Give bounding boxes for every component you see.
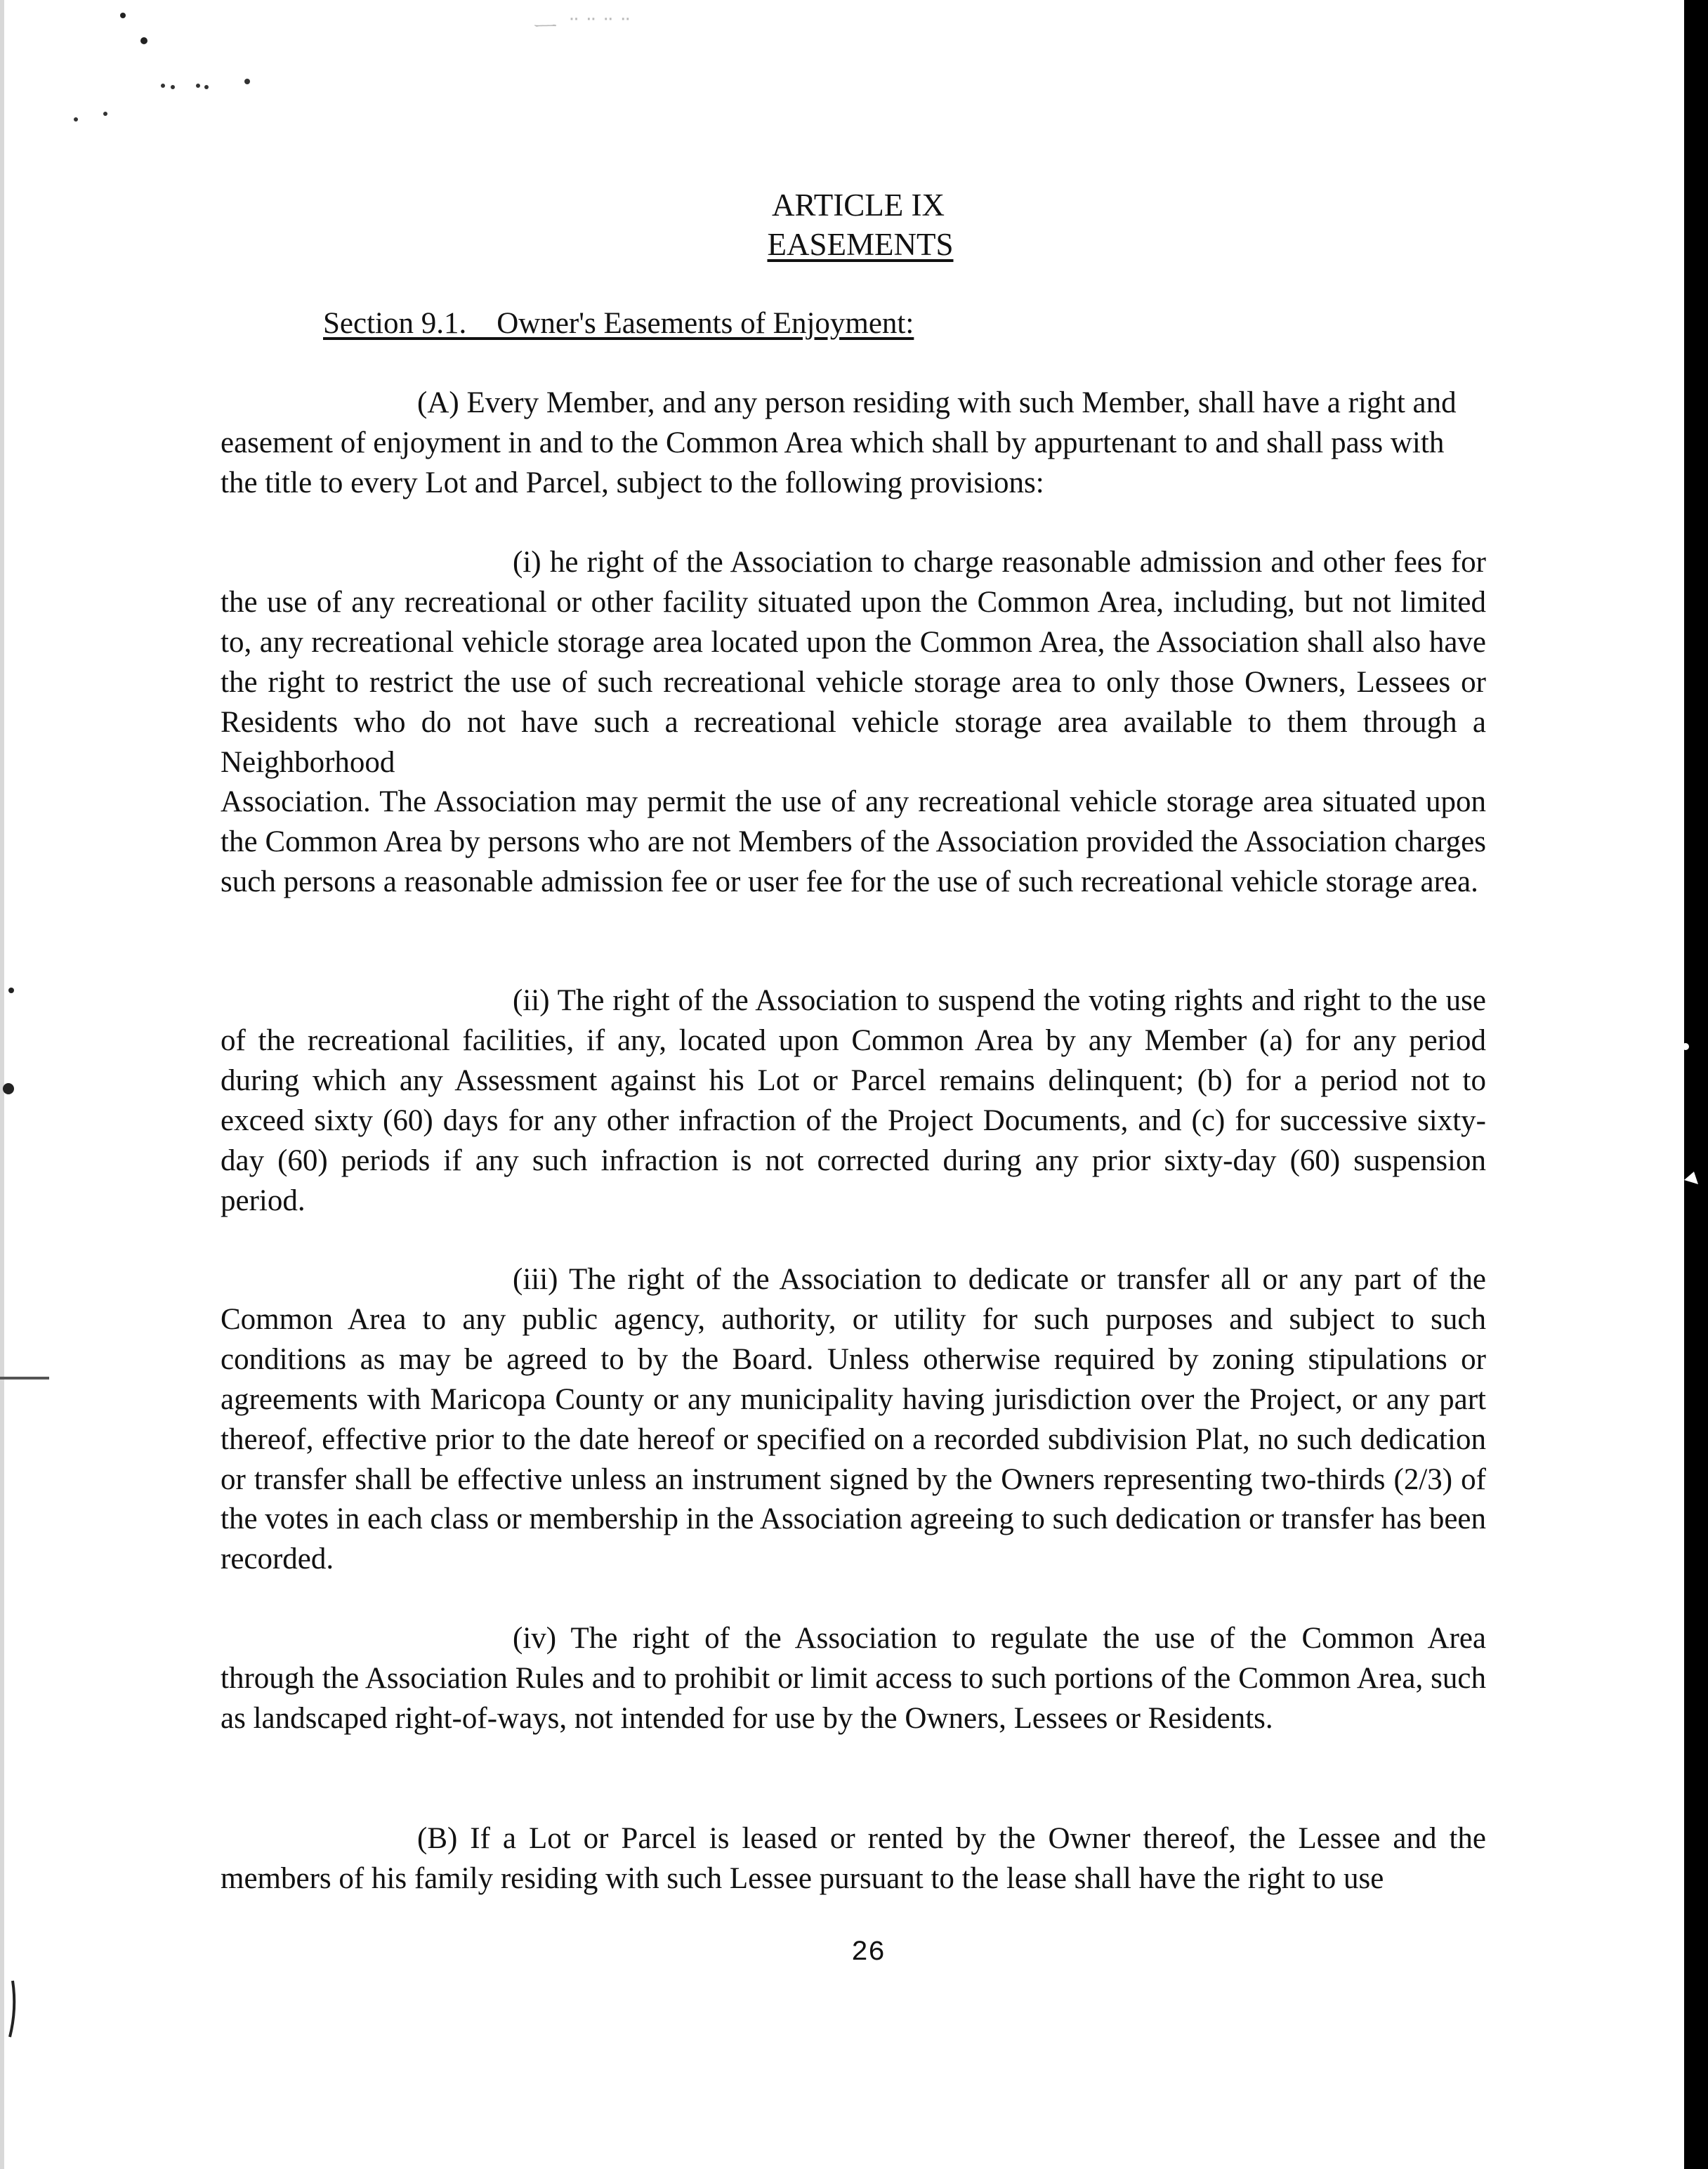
paragraph-ii xyxy=(221,981,1486,1221)
section-title: Section 9.1. Owner's Easements of Enjoyment: xyxy=(323,307,914,340)
paragraph-ii-text: (ii) The right of the Association to suspend the voting rights and right to the use of the recreational facilities, if any, located upon Common Area by any Member (a) for any period during which any Assessment against his Lot or Parcel remains delinquent; (b) for a period not to exceed sixty (60) days for any other infraction of the Project Documents, and (c) for successive sixty-day (60) periods if any such infraction is not corrected during any prior sixty-day (60) suspension period. xyxy=(221,984,1486,1217)
paragraph-b xyxy=(221,1819,1486,1899)
paragraph-i-continued-text: Association. The Association may permit the use of any recreational vehicle storage area situated upon the Common Area by persons who are not Members of the Association provided the Association charges such persons a reasonable admission fee or user fee for the use of such recreational vehicle storage area. xyxy=(221,785,1486,898)
paragraph-b-text: (B) If a Lot or Parcel is leased or rented by the Owner thereof, the Lessee and the members of his family residing with such Lessee pursuant to the lease shall have the right to use xyxy=(221,1822,1486,1895)
article-title: ARTICLE IX xyxy=(771,188,945,223)
scan-stamp-mark: ᅳ ̈ ̈ ̈ ̈ xyxy=(534,15,629,42)
page-number: 26 xyxy=(850,1937,885,1969)
paragraph-i-continued xyxy=(221,782,1486,903)
paragraph-i-text: (i) he right of the Association to charge reasonable admission and other fees for the use of any recreational or other facility situated upon the Common Area, including, but not limited to, any recreational vehicle storage area located upon the Common Area, the Association shall also have the right to restrict the use of such recreational vehicle storage area to only those Owners, Lessees or Residents who do not have such a recreational vehicle storage area available to them through a Neighborhood xyxy=(221,546,1486,779)
paragraph-i xyxy=(221,543,1486,782)
scan-edge-left xyxy=(0,0,4,2169)
paragraph-iv-text: (iv) The right of the Association to regulate the use of the Common Area through the Association Rules and to prohibit or limit access to such portions of the Common Area, such as landscaped right-of-ways, not intended for use by the Owners, Lessees or Residents. xyxy=(221,1622,1486,1735)
paragraph-iii xyxy=(221,1260,1486,1580)
paragraph-iv xyxy=(221,1619,1486,1739)
paragraph-a-text: (A) Every Member, and any person residing with such Member, shall have a right and easement of enjoyment in and to the Common Area which shall by appurtenant to and shall pass with the title to every Lot and Parcel, subject to the following provisions: xyxy=(221,386,1457,499)
scan-edge-right xyxy=(1684,0,1708,2169)
paragraph-a xyxy=(221,384,1486,504)
paragraph-iii-text: (iii) The right of the Association to dedicate or transfer all or any part of the Common Area to any public agency, authority, or utility for such purposes and subject to such conditions as may be agreed to by the Board. Unless otherwise required by zoning stipulations or agreements with Maricopa County or any municipality having jurisdiction over the Project, or any part thereof, effective prior to the date hereof or specified on a recorded subdivision Plat, no such dedication or transfer shall be effective unless an instrument signed by the Owners representing two-thirds (2/3) of the votes in each class or membership in the Association agreeing to such dedication or transfer has been recorded. xyxy=(221,1263,1486,1576)
article-subtitle: EASEMENTS xyxy=(767,227,954,262)
